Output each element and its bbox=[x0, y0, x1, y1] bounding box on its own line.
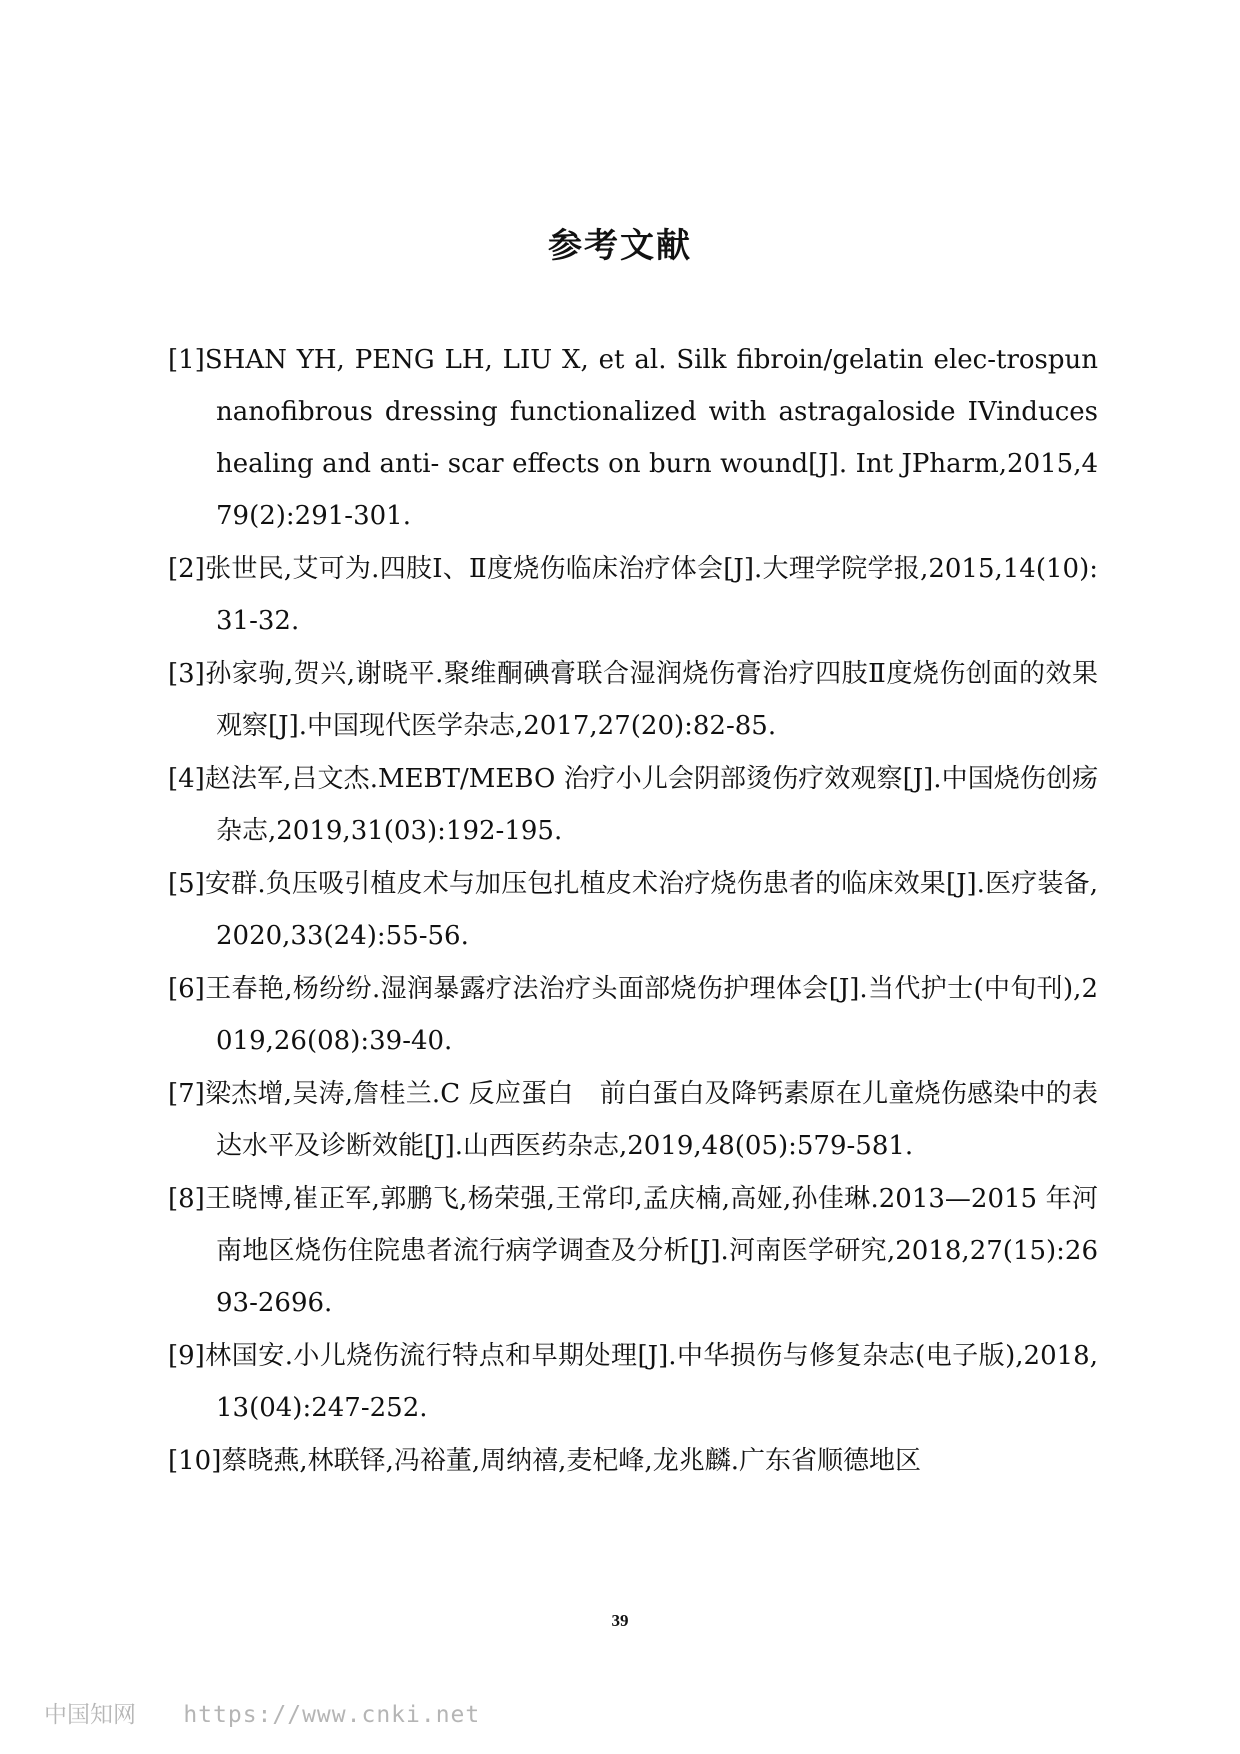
watermark-url: https://www.cnki.net bbox=[183, 1702, 481, 1728]
reference-item: [1]SHAN YH, PENG LH, LIU X, et al. Silk fibroin/gelatin elec-trospun nanofibrous dressing functionalized with astragaloside IVinduces healing and anti- scar effects on burn wound[J]. Int JPharm,2015,479(2):291-301. bbox=[168, 345, 1098, 531]
reference-item: [8]王晓博,崔正军,郭鹏飞,杨荣强,王常印,孟庆楠,高娅,孙佳琳.2013—2015 年河南地区烧伤住院患者流行病学调查及分析[J].河南医学研究,2018,27(15):2693-2696. bbox=[168, 1184, 1098, 1318]
reference-list bbox=[168, 334, 1098, 1488]
reference-item: [4]赵法军,吕文杰.MEBT/MEBO 治疗小儿会阴部烫伤疗效观察[J].中国烧伤创疡杂志,2019,31(03):192-195. bbox=[168, 764, 1098, 846]
page-title: 参考文献 bbox=[548, 226, 692, 266]
watermark-name: 中国知网 bbox=[44, 1702, 136, 1728]
reference-item: [5]安群.负压吸引植皮术与加压包扎植皮术治疗烧伤患者的临床效果[J].医疗装备,2020,33(24):55-56. bbox=[168, 869, 1098, 951]
reference-item: [7]梁杰增,吴涛,詹桂兰.C 反应蛋白 前白蛋白及降钙素原在儿童烧伤感染中的表达水平及诊断效能[J].山西医药杂志,2019,48(05):579-581. bbox=[168, 1079, 1098, 1161]
reference-item: [3]孙家驹,贺兴,谢晓平.聚维酮碘膏联合湿润烧伤膏治疗四肢Ⅱ度烧伤创面的效果观察[J].中国现代医学杂志,2017,27(20):82-85. bbox=[168, 659, 1098, 741]
page-number: 39 bbox=[611, 1611, 629, 1630]
reference-item: [9]林国安.小儿烧伤流行特点和早期处理[J].中华损伤与修复杂志(电子版),2018,13(04):247-252. bbox=[168, 1341, 1098, 1423]
reference-item: [6]王春艳,杨纷纷.湿润暴露疗法治疗头面部烧伤护理体会[J].当代护士(中旬刊),2019,26(08):39-40. bbox=[168, 974, 1098, 1056]
reference-item: [2]张世民,艾可为.四肢Ⅰ、Ⅱ度烧伤临床治疗体会[J].大理学院学报,2015,14(10):31-32. bbox=[168, 554, 1098, 636]
reference-item: [10]蔡晓燕,林联铎,冯裕董,周纳禧,麦杞峰,龙兆麟.广东省顺德地区 bbox=[168, 1446, 921, 1476]
watermark bbox=[44, 1696, 480, 1729]
